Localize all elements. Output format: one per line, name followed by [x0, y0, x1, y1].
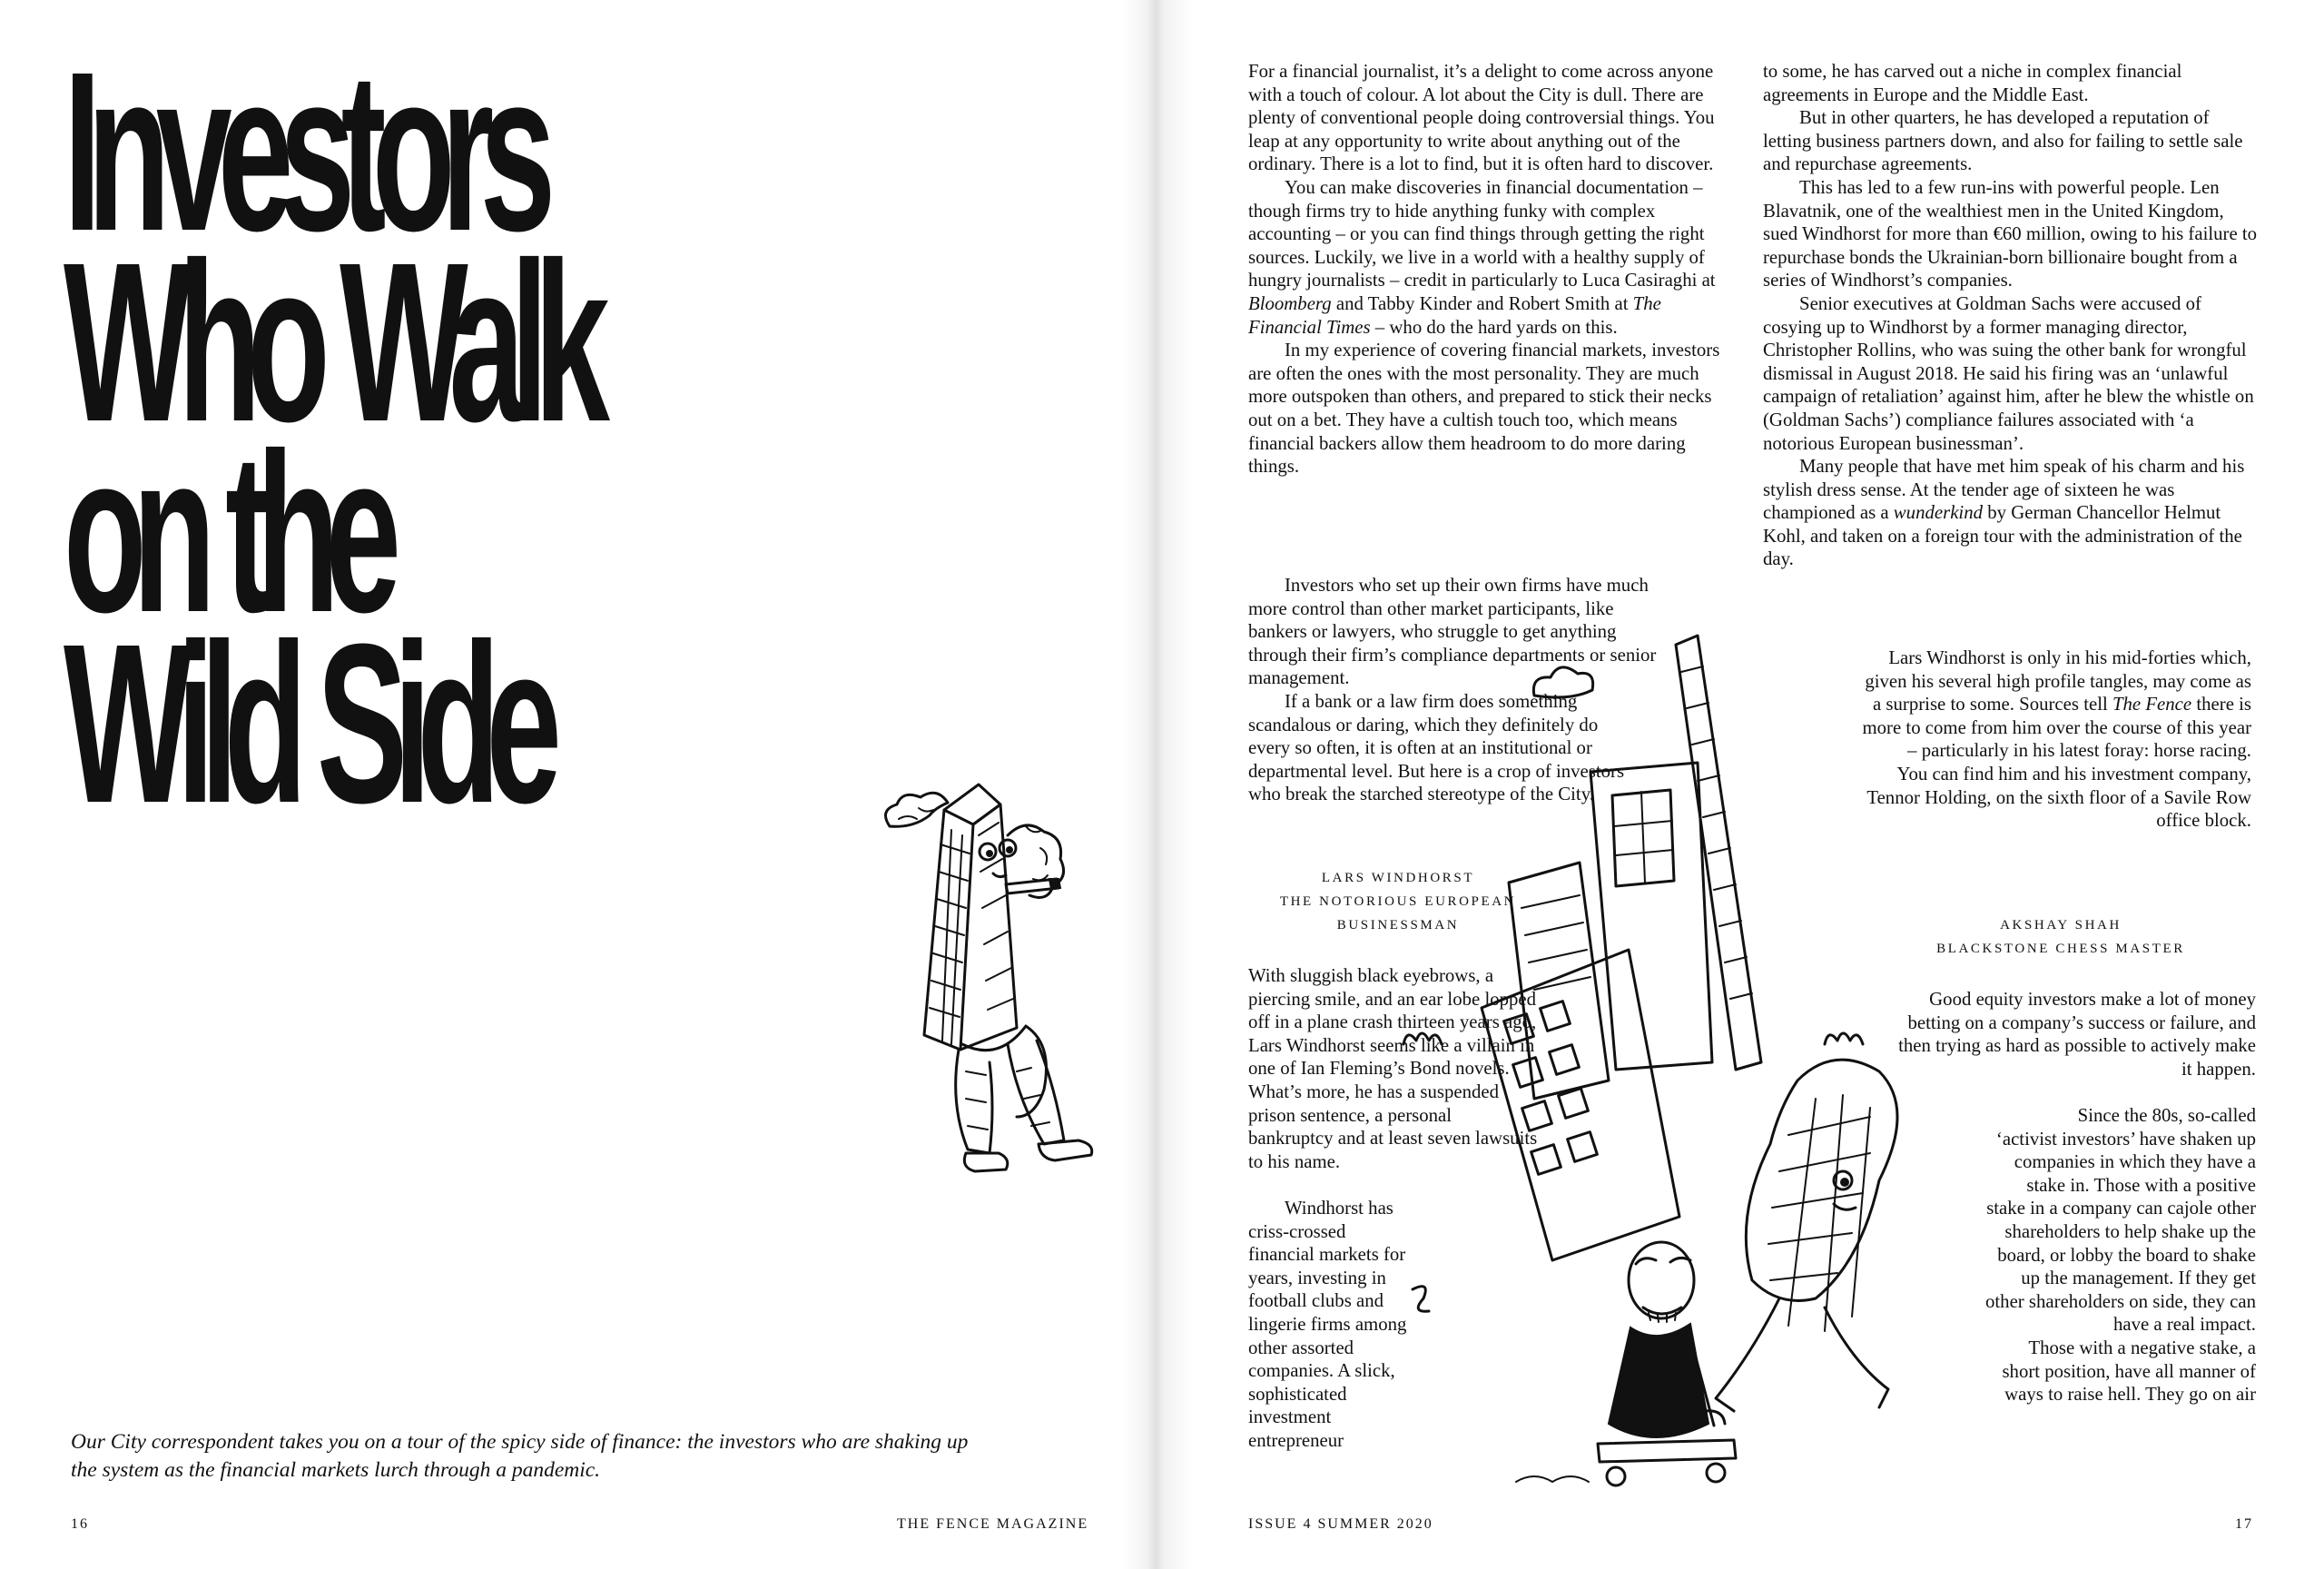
col2-paragraph-5: Many people that have met him speak of his charm and his stylish dress sense. At the tender age of sixteen he was championed as a wunderkind by German Chancellor Helmut Kohl, and taken on a foreign tour with the administration of the day.	[1763, 456, 2245, 570]
byline-title-line-2: BUSINESSMAN	[1336, 918, 1460, 933]
intro-text	[1248, 60, 1729, 479]
col2-paragraph-6: Lars Windhorst is only in his mid-forties which, given his several high profile tangles, may come as a surprise to some. Sources tell The Fence there is more to come from him over the course of this year – particularly in his latest foray: horse racing.	[1862, 647, 2251, 762]
lars-windhorst-text-continued	[1248, 1197, 1416, 1453]
intro-paragraph-3: In my experience of covering financial markets, investors are often the ones with the most personality. They are much more outspoken than others, and prepared to stick their necks out on a bet. They have a cultish touch too, which means financial backers allow them headroom to do more daring things.	[1248, 340, 1720, 478]
skyscraper-character-drawing	[872, 772, 1144, 1208]
walking-buildings-illustration	[1398, 590, 1943, 1507]
left-page-number: 16	[71, 1516, 89, 1532]
akshay-shah-text	[1893, 988, 2256, 1081]
col2-paragraph-7: You can find him and his investment company, Tennor Holding, on the sixth floor of a Savile Row office block.	[1866, 763, 2251, 832]
shah-paragraph-2: Since the 80s, so-called ‘activist investors’ have shaken up companies in which they have a stake in. Those with a positive stake in a company can cajole other shareholders to help shake up the board, or lobby the board to shake up the management. If they get other shareholders on side, they can have a real impact.	[1985, 1105, 2256, 1336]
byline-name: AKSHAY SHAH	[2000, 918, 2122, 933]
col2-paragraph-4: Senior executives at Goldman Sachs were accused of cosying up to Windhorst by a former managing director, Christopher Rollins, who was suing the other bank for wrongful dismissal in August 2018. He said his firing was an ‘unlawful campaign of retaliation’ against him, after he blew the whistle on (Goldman Sachs’) compliance failures associated with ‘a notorious European businessman’.	[1763, 292, 2254, 454]
byline-name: LARS WINDHORST	[1321, 871, 1475, 885]
skyscraper-character-illustration	[872, 772, 1144, 1208]
windhorst-column-2	[1763, 60, 2258, 571]
section-byline-akshay-shah	[1897, 913, 2224, 961]
article-standfirst	[71, 1428, 1069, 1485]
windhorst-paragraph-1: With sluggish black eyebrows, a piercing smile, and an ear lobe lopped off in a plane crash thirteen years ago, Lars Windhorst seems like a villain in one of Ian Fleming’s Bond novels. What’s more, he has a suspended prison sentence, a personal bankruptcy and at least seven lawsuits to his name.	[1248, 965, 1538, 1172]
intro-paragraph-1: For a financial journalist, it’s a delight to come across anyone with a touch of colour. A lot about the City is dull. There are plenty of conventional people doing controversial things. You leap at any opportunity to write about anything out of the ordinary. There is a lot to find, but it is often hard to discover.	[1248, 61, 1715, 175]
akshay-shah-text-continued	[1984, 1104, 2256, 1406]
headline-line-4: Wild Side	[64, 597, 548, 850]
col2-paragraph-3: This has led to a few run-ins with powerful people. Len Blavatnik, one of the wealthiest men in the United Kingdom, sued Windhorst for more than €60 million, owing to his failure to repurchase bonds the Ukrainian-born billionaire bought from a series of Windhorst’s companies.	[1763, 176, 2258, 291]
intro-paragraph-5: If a bank or a law firm does something scandalous or daring, which they definitely do every so often, it is often at an institutional or departmental level. But here is a crop of investors who break the starched stereotype of the City.	[1248, 691, 1625, 805]
shah-paragraph-3: Those with a negative stake, a short position, have all manner of ways to raise hell. They go on air	[2002, 1337, 2256, 1406]
right-page-number: 17	[2235, 1516, 2253, 1532]
headline-line-1: Investors	[64, 25, 542, 278]
standfirst-line-1: Our City correspondent takes you on a tour of the spicy side of finance: the investors who are shaking up	[71, 1430, 969, 1454]
headline-line-2: Who Walk	[64, 215, 596, 469]
article-headline	[64, 25, 668, 850]
col2-paragraph-1: to some, he has carved out a niche in complex financial agreements in Europe and the Middle East.	[1763, 61, 2182, 105]
walking-buildings-drawing	[1398, 590, 1943, 1507]
byline-title-line-1: THE NOTORIOUS EUROPEAN	[1279, 894, 1517, 909]
standfirst-line-2: the system as the financial markets lurch through a pandemic.	[71, 1458, 601, 1482]
shah-paragraph-1: Good equity investors make a lot of money betting on a company’s success or failure, and then trying as hard as possible to actively make it happen.	[1898, 989, 2256, 1080]
col2-paragraph-2: But in other quarters, he has developed a reputation of letting business partners down, and also for failing to settle sale and repurchase agreements.	[1763, 107, 2243, 175]
intro-paragraph-4: Investors who set up their own firms have much more control than other market participants, like bankers or lawyers, who struggle to get anything through their firm’s compliance departments or senior management.	[1248, 575, 1657, 689]
windhorst-paragraph-2: Windhorst has criss-crossed financial markets for years, investing in football clubs and lingerie firms among other assorted companies. A slick, sophisticated investment entrepreneur	[1248, 1198, 1407, 1451]
byline-title: BLACKSTONE CHESS MASTER	[1936, 942, 2185, 956]
left-publication-name: THE FENCE MAGAZINE	[897, 1516, 1089, 1532]
headline-line-3: on the	[64, 406, 388, 659]
issue-and-date: ISSUE 4 SUMMER 2020	[1248, 1516, 1433, 1532]
intro-paragraph-2: You can make discoveries in financial documentation – though firms try to hide anything funky with complex accounting – or you can find things through getting the right sources. Luckily, we live in a world with a healthy supply of hungry journalists – credit in particularly to Luca Casiraghi at Bloomberg and Tabby Kinder and Robert Smith at The Financial Times – who do the hard yards on this.	[1248, 176, 1716, 338]
